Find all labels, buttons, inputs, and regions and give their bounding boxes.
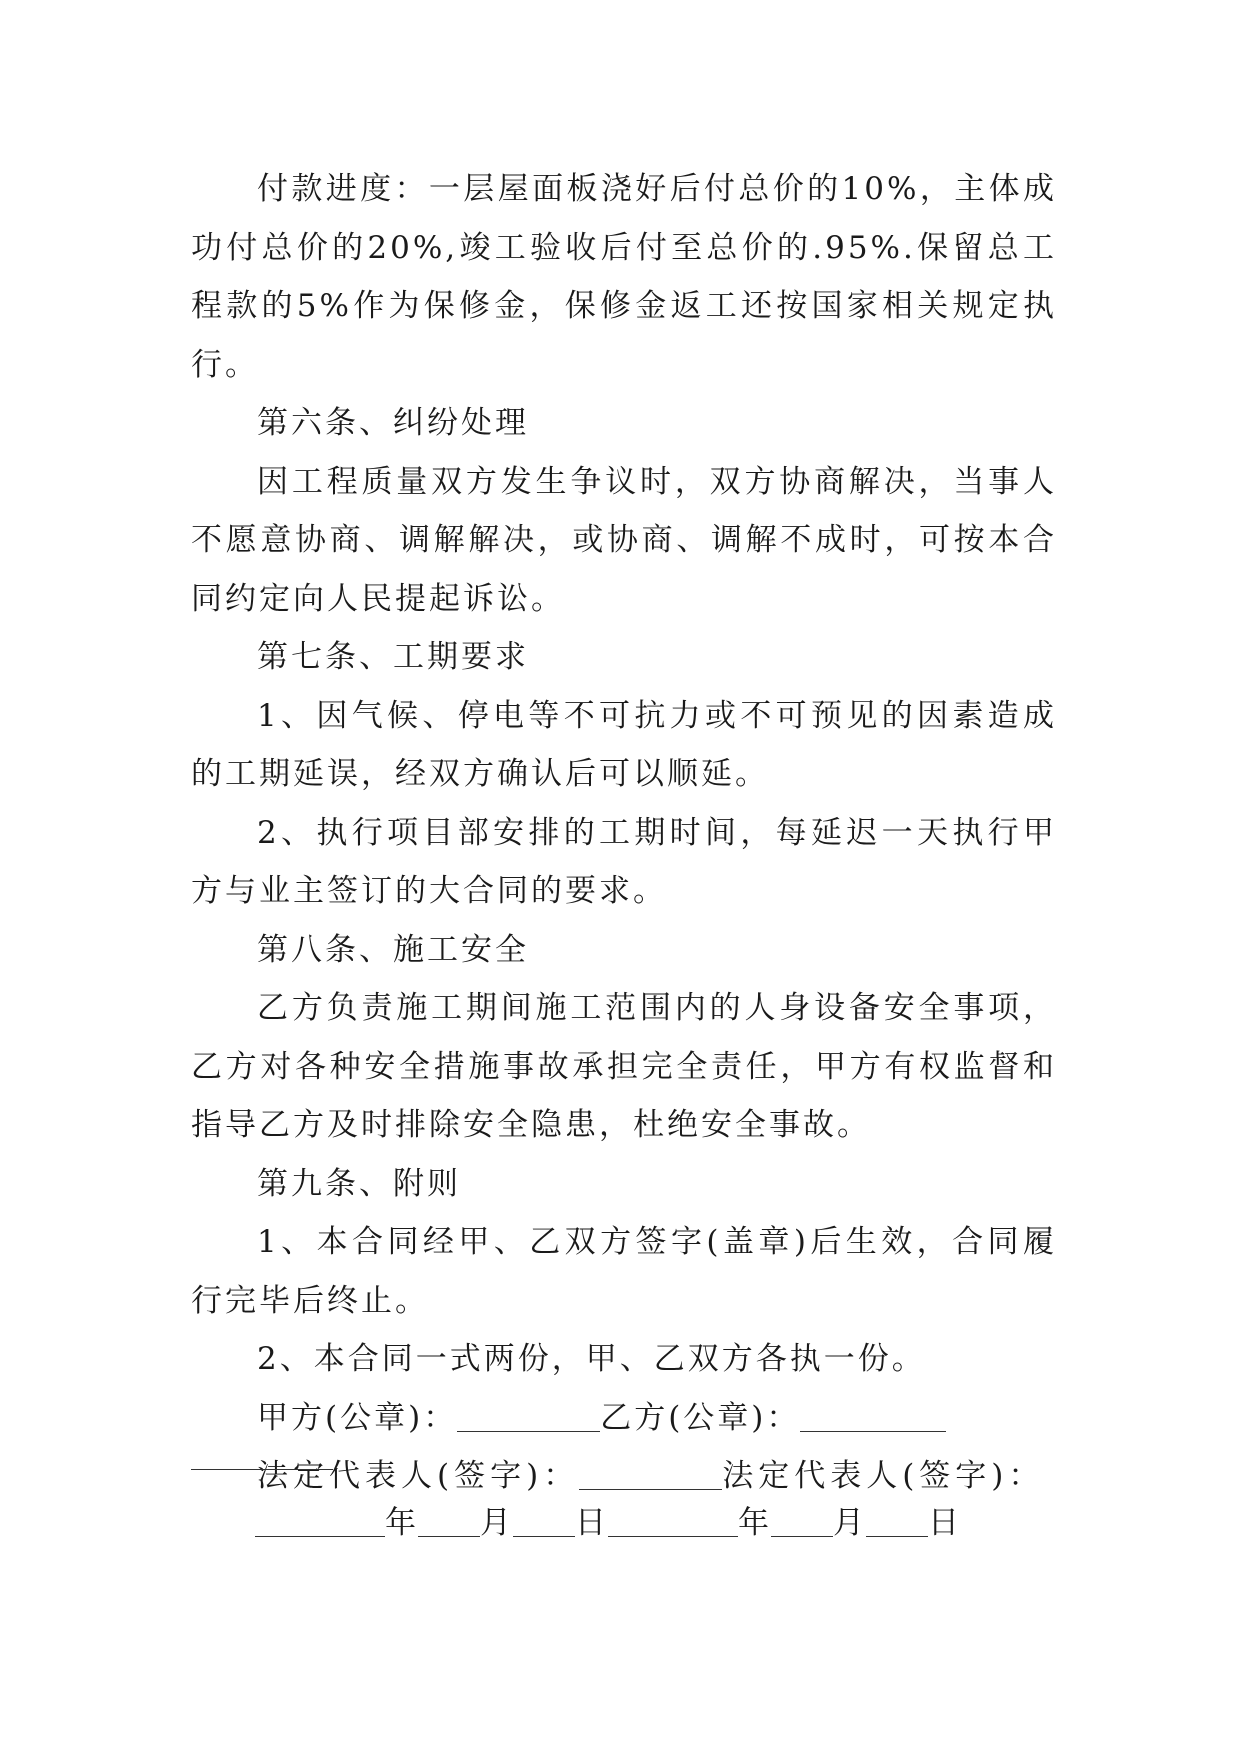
day-b-label: 日 — [928, 1505, 961, 1541]
month-a-blank[interactable] — [418, 1506, 480, 1537]
day-a-label: 日 — [575, 1505, 608, 1541]
year-b-blank[interactable] — [608, 1506, 738, 1537]
rep-b-label: 法定代表人(签字)： — [722, 1458, 1045, 1494]
rep-b-signature-blank[interactable] — [191, 1467, 333, 1470]
date-line — [255, 1494, 961, 1553]
article-8-heading: 第八条、施工安全 — [257, 931, 529, 968]
schedule-item-1: 1、因气候、停电等不可抗力或不可预见的因素造成的工期延误，经双方确认后可以顺延。 — [191, 697, 1057, 792]
party-b-seal-label: 乙方(公章)： — [600, 1399, 801, 1436]
day-b-blank[interactable] — [866, 1506, 928, 1537]
supplementary-item-1: 1、本合同经甲、乙双方签字(盖章)后生效，合同履行完毕后终止。 — [191, 1224, 1057, 1319]
safety-paragraph: 乙方负责施工期间施工范围内的人身设备安全事项，乙方对各种安全措施事故承担完全责任，甲方有权监督和指导乙方及时排除安全隐患，杜绝安全事故。 — [191, 990, 1057, 1143]
month-b-blank[interactable] — [771, 1506, 833, 1537]
article-6-heading: 第六条、纠纷处理 — [257, 405, 529, 441]
day-a-blank[interactable] — [513, 1506, 575, 1537]
article-9-heading: 第九条、附则 — [257, 1165, 461, 1202]
year-a-blank[interactable] — [255, 1506, 385, 1537]
year-a-label: 年 — [385, 1505, 418, 1541]
party-b-seal-blank[interactable] — [800, 1401, 946, 1432]
seal-line — [191, 1389, 1057, 1448]
dispute-paragraph: 因工程质量双方发生争议时，双方协商解决，当事人不愿意协商、调解解决，或协商、调解不成时，可按本合同约定向人民提起诉讼。 — [191, 463, 1057, 617]
contract-body — [191, 160, 1057, 1506]
rep-a-signature-blank[interactable] — [579, 1459, 722, 1490]
year-b-label: 年 — [738, 1505, 771, 1541]
month-b-label: 月 — [833, 1505, 866, 1541]
article-7-heading: 第七条、工期要求 — [257, 639, 529, 675]
month-a-label: 月 — [480, 1505, 513, 1541]
payment-schedule-paragraph: 付款进度：一层屋面板浇好后付总价的10%，主体成功付总价的20%,竣工验收后付至总价的.95%.保留总工程款的5%作为保修金，保修金返工还按国家相关规定执行。 — [191, 171, 1057, 383]
rep-a-label: 法定代表人(签字)： — [257, 1458, 580, 1494]
supplementary-item-2: 2、本合同一式两份，甲、乙双方各执一份。 — [257, 1341, 926, 1377]
schedule-item-2: 2、执行项目部安排的工期时间，每延迟一天执行甲方与业主签订的大合同的要求。 — [191, 814, 1057, 909]
party-a-seal-label: 甲方(公章)： — [257, 1399, 458, 1436]
party-a-seal-blank[interactable] — [457, 1401, 600, 1432]
